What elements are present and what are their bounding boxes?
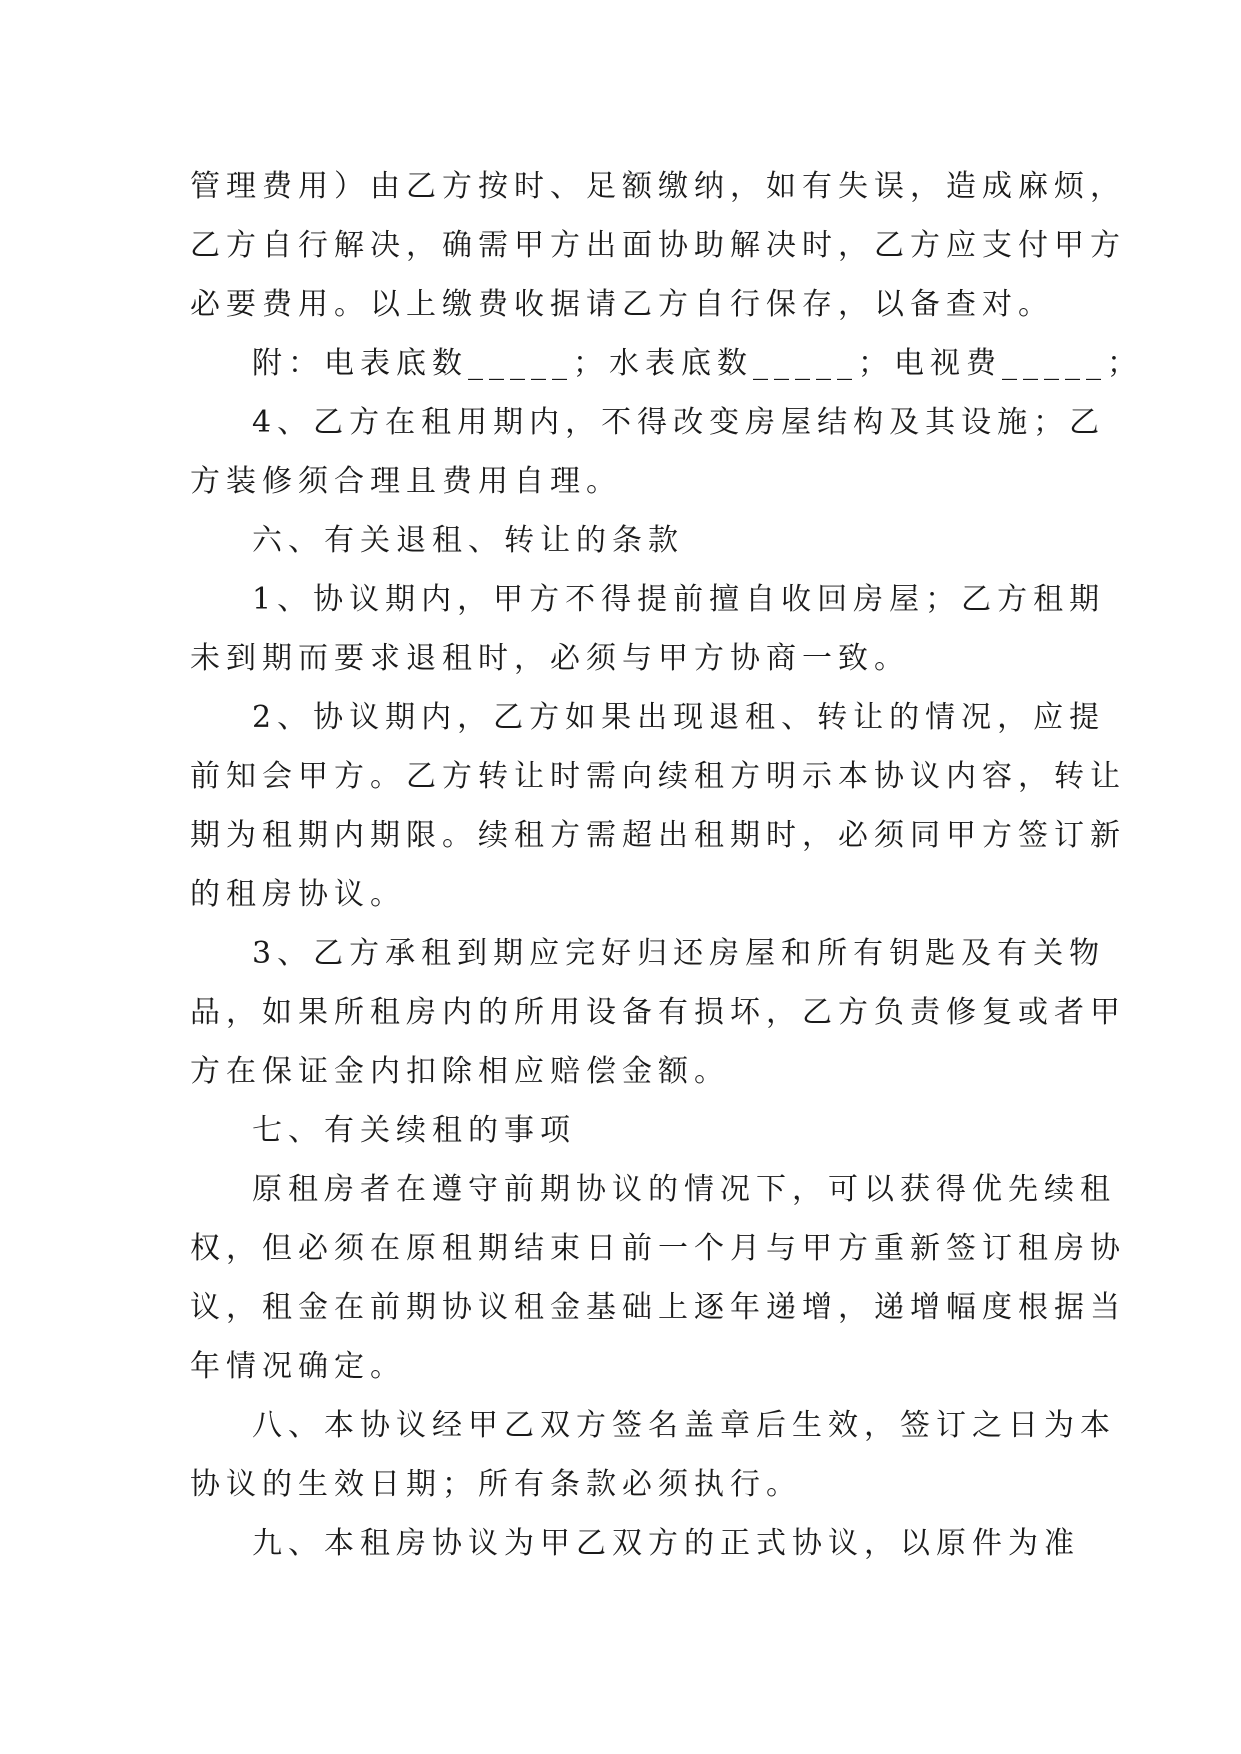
section-heading: 六、有关退租、转让的条款 — [252, 523, 684, 558]
text-line: 附：电表底数_____；水表底数_____；电视费_____； — [252, 346, 1143, 381]
text-line: 必要费用。以上缴费收据请乙方自行保存，以备查对。 — [190, 287, 1054, 322]
text-line: 前知会甲方。乙方转让时需向续租方明示本协议内容，转让 — [190, 759, 1126, 794]
text-line: 未到期而要求退租时，必须与甲方协商一致。 — [190, 641, 910, 676]
text-line: 1、协议期内，甲方不得提前擅自收回房屋；乙方租期 — [252, 582, 1106, 617]
section-heading: 七、有关续租的事项 — [252, 1113, 576, 1148]
text-line: 4、乙方在租用期内，不得改变房屋结构及其设施；乙 — [252, 405, 1106, 440]
text-line: 的租房协议。 — [190, 877, 406, 912]
text-line: 九、本租房协议为甲乙双方的正式协议，以原件为准 — [252, 1526, 1080, 1561]
text-line: 原租房者在遵守前期协议的情况下，可以获得优先续租 — [252, 1172, 1116, 1207]
text-line: 协议的生效日期；所有条款必须执行。 — [190, 1467, 802, 1502]
text-line: 管理费用）由乙方按时、足额缴纳，如有失误，造成麻烦， — [190, 169, 1126, 204]
text-line: 期为租期内期限。续租方需超出租期时，必须同甲方签订新 — [190, 818, 1126, 853]
text-line: 议，租金在前期协议租金基础上逐年递增，递增幅度根据当 — [190, 1290, 1126, 1325]
text-line: 权，但必须在原租期结束日前一个月与甲方重新签订租房协 — [190, 1231, 1126, 1266]
text-line: 方在保证金内扣除相应赔偿金额。 — [190, 1054, 730, 1089]
text-line: 2、协议期内，乙方如果出现退租、转让的情况，应提 — [252, 700, 1106, 735]
text-line: 方装修须合理且费用自理。 — [190, 464, 622, 499]
text-line: 3、乙方承租到期应完好归还房屋和所有钥匙及有关物 — [252, 936, 1106, 971]
text-line: 品，如果所租房内的所用设备有损坏，乙方负责修复或者甲 — [190, 995, 1126, 1030]
text-line: 八、本协议经甲乙双方签名盖章后生效，签订之日为本 — [252, 1408, 1116, 1443]
text-line: 乙方自行解决，确需甲方出面协助解决时，乙方应支付甲方 — [190, 228, 1126, 263]
text-line: 年情况确定。 — [190, 1349, 406, 1384]
